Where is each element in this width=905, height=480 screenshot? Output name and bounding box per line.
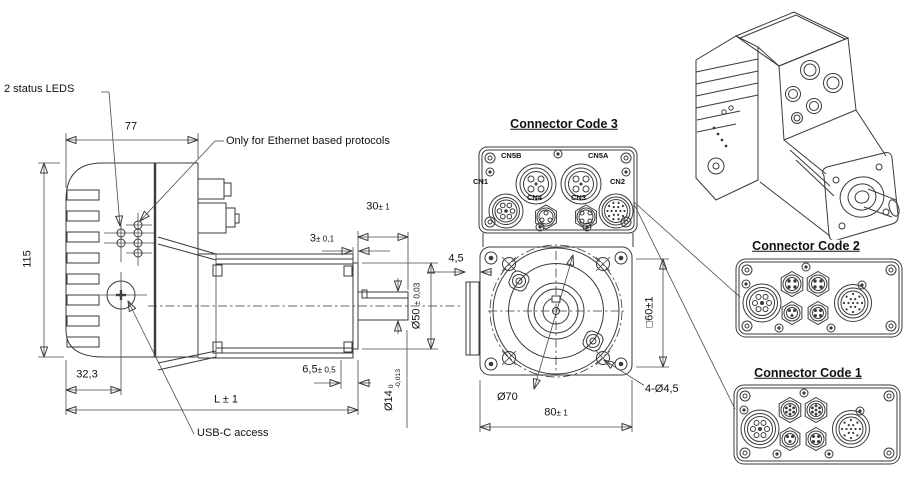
- status-leds-callout: 2 status LEDS: [4, 83, 75, 95]
- usb-access-callout: USB-C access: [197, 427, 269, 439]
- dim-housing-width: 77: [124, 120, 138, 133]
- dim-shaft-dia-tol-upper: 0: [387, 384, 395, 389]
- dim-flange-width-value: 80: [544, 406, 557, 419]
- dim-shaft-dia-tol-lower: -0,013: [395, 368, 402, 389]
- label-cn1: CN1: [473, 177, 489, 186]
- panel-code1-title: Connector Code 1: [754, 365, 862, 380]
- dim-shaft-dia: [384, 369, 402, 411]
- dim-flange-width-tol: ± 1: [556, 408, 568, 418]
- panel-code1-lineart: [734, 385, 900, 464]
- dim-pilot-dia-tol: ± 0,03: [412, 282, 422, 306]
- dim-pilot-step: [310, 234, 334, 245]
- dim-pilot-step-value: 3: [309, 232, 316, 245]
- dim-shaft-length-value: 30: [366, 200, 379, 213]
- iso-view-lineart: [696, 12, 901, 240]
- dim-pilot-step-tol: ± 0,1: [315, 234, 335, 244]
- label-cn5a: CN5A: [588, 151, 609, 160]
- dim-pilot-dia: [412, 283, 423, 330]
- dim-housing-height: 115: [21, 250, 34, 268]
- dim-rear-step: [302, 365, 335, 376]
- front-view-title: Connector Code 3: [510, 116, 618, 131]
- label-cn4: CN4: [527, 193, 543, 202]
- dim-shaft-length: [366, 202, 390, 213]
- dim-total-length: L ± 1: [214, 393, 238, 406]
- dim-shaft-dia-tol: [388, 369, 402, 388]
- panel-code2-title: Connector Code 2: [752, 238, 860, 253]
- label-cn2: CN2: [610, 177, 626, 186]
- dim-rear-step-value: 6,5: [302, 363, 318, 376]
- flange-thickness-strip: [428, 272, 492, 355]
- dim-rear-step-tol: ± 0,5: [317, 365, 336, 375]
- dim-flange-width: [544, 408, 568, 419]
- dim-bolt-circle: Ø70: [497, 391, 518, 403]
- dim-usb-offset: 32,3: [76, 368, 98, 381]
- dim-flange-thickness: 4,5: [448, 252, 464, 265]
- dim-shaft-length-tol: ± 1: [378, 202, 390, 212]
- dim-mount-holes: 4-Ø4,5: [645, 383, 679, 395]
- label-cn3: CN3: [571, 193, 587, 202]
- front-view-lineart: [479, 147, 740, 432]
- dim-shaft-dia-value: Ø14: [382, 390, 395, 412]
- dim-mount-square: □60±1: [643, 296, 656, 328]
- dim-pilot-dia-value: Ø50: [410, 308, 423, 330]
- ethernet-callout: Only for Ethernet based protocols: [226, 135, 390, 147]
- label-cn5b: CN5B: [501, 151, 522, 160]
- panel-code2-lineart: [736, 259, 902, 337]
